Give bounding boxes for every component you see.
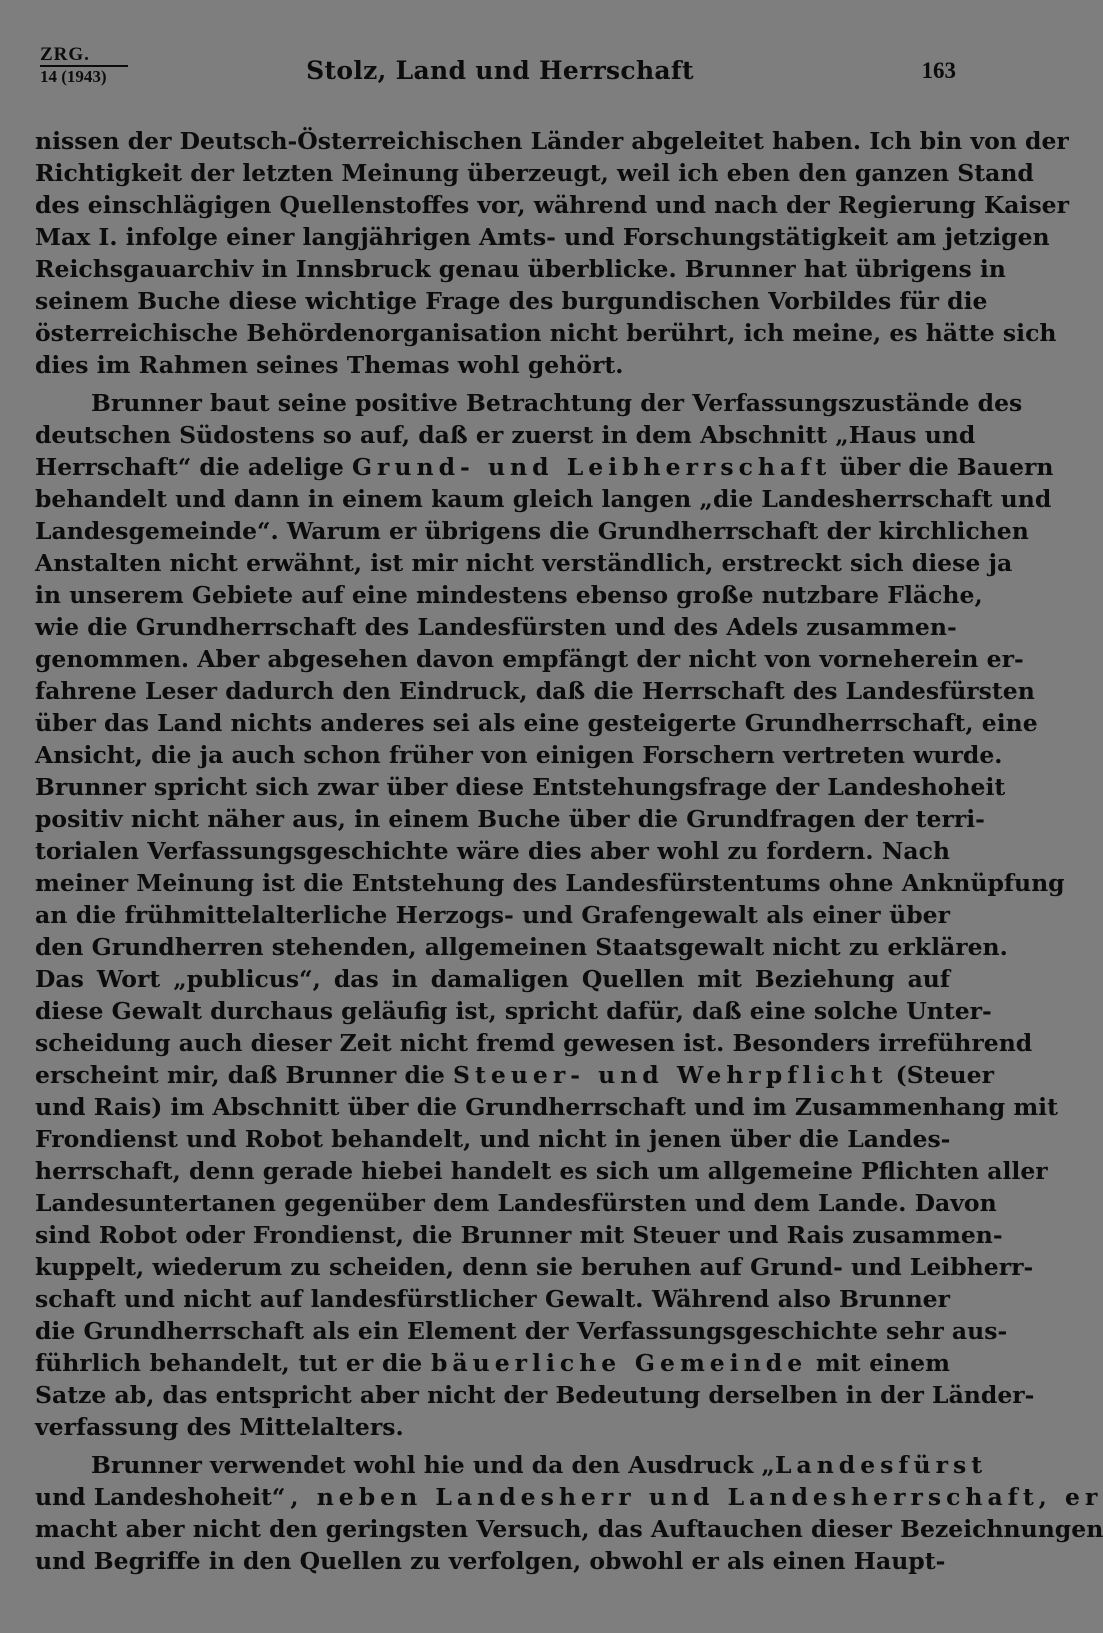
text-line <box>35 547 1013 579</box>
text-segment: Brunner verwendet wohl hie und da den Ausdruck „ <box>91 1451 775 1479</box>
text-line <box>35 157 1034 189</box>
text-segment: des einschlägigen Quellenstoffes vor, während und nach der Regierung Kaiser <box>35 191 1070 219</box>
text-line <box>35 1315 1008 1347</box>
text-line <box>35 1411 950 1443</box>
text-segment: verfassung des Mittelalters. <box>35 1413 404 1441</box>
text-line <box>35 1251 1034 1283</box>
text-segment: führlich behandelt, tut er die <box>35 1349 431 1377</box>
text-line <box>35 579 983 611</box>
text-segment: dies im Rahmen seines Themas wohl gehört. <box>35 351 624 379</box>
text-line <box>35 189 1070 221</box>
spaced-emphasis: Landesfürst <box>774 1451 988 1479</box>
text-line <box>35 1481 1103 1513</box>
paragraph <box>35 387 1065 1443</box>
text-line <box>35 253 1006 285</box>
text-line <box>35 317 1057 349</box>
text-segment: scheidung auch dieser Zeit nicht fremd gewesen ist. Besonders irreführend <box>35 1029 1033 1057</box>
page-number: 163 <box>921 58 956 83</box>
text-segment: fahrene Leser dadurch den Eindruck, daß die Herrschaft des Landesfürsten <box>35 677 1035 705</box>
text-segment: Das Wort „publicus“, das in damaligen Quellen mit Beziehung auf <box>35 965 950 993</box>
text-line <box>35 963 950 995</box>
paragraph <box>35 125 1070 381</box>
text-line <box>35 1379 1035 1411</box>
journal-volume: 14 (1943) <box>40 67 107 86</box>
text-line <box>35 1091 1058 1123</box>
text-segment: Landesgemeinde“. Warum er übrigens die Grundherrschaft der kirchlichen <box>35 517 1029 545</box>
text-segment: österreichische Behördenorganisation nicht berührt, ich meine, es hätte sich <box>35 319 1057 347</box>
text-line <box>35 867 1065 899</box>
text-segment: und Landeshoheit <box>35 1483 272 1511</box>
text-segment: mit einem <box>807 1349 950 1377</box>
page-header <box>0 0 1000 100</box>
text-segment: schaft und nicht auf landesfürstlicher Gewalt. Während also Brunner <box>35 1285 950 1313</box>
text-line <box>35 515 1029 547</box>
text-segment: positiv nicht näher aus, in einem Buche über die Grundfragen der terri- <box>35 805 985 833</box>
text-line <box>35 1545 950 1577</box>
text-segment: Reichsgauarchiv in Innsbruck genau überblicke. Brunner hat übrigens in <box>35 255 1006 283</box>
text-segment: Max I. infolge einer langjährigen Amts- und Forschungstätigkeit am jetzigen <box>35 223 1050 251</box>
text-line <box>35 771 1006 803</box>
text-segment: wie die Grundherrschaft des Landesfürsten und des Adels zusammen- <box>35 613 957 641</box>
text-line <box>35 1123 950 1155</box>
text-segment: Brunner baut seine positive Betrachtung der Verfassungszustände des <box>91 389 1023 417</box>
text-segment: Anstalten nicht erwähnt, ist mir nicht verständlich, erstreckt sich diese ja <box>35 549 1013 577</box>
spaced-emphasis: Steuer- und Wehrpflicht <box>453 1061 888 1089</box>
text-segment: und Rais) im Abschnitt über die Grundherrschaft und im Zusammenhang mit <box>35 1093 1058 1121</box>
text-segment: nissen der Deutsch-Österreichischen Länder abgeleitet haben. Ich bin von der <box>35 127 1069 155</box>
text-segment: seinem Buche diese wichtige Frage des burgundischen Vorbildes für die <box>35 287 988 315</box>
text-line <box>35 995 992 1027</box>
paragraph <box>35 1449 1103 1577</box>
text-segment: meiner Meinung ist die Entstehung des Landesfürstentums ohne Anknüpfung <box>35 869 1065 897</box>
text-line <box>35 419 976 451</box>
spaced-emphasis: bäuerliche Gemeinde <box>430 1349 808 1377</box>
text-segment: über das Land nichts anderes sei als eine gesteigerte Grundherrschaft, eine <box>35 709 1038 737</box>
text-line <box>35 899 950 931</box>
text-segment: Richtigkeit der letzten Meinung überzeugt, weil ich eben den ganzen Stand <box>35 159 1034 187</box>
text-segment: herrschaft, denn gerade hiebei handelt es sich um allgemeine Pflichten aller <box>35 1157 1048 1185</box>
text-line <box>35 1187 997 1219</box>
text-line <box>35 349 950 381</box>
text-segment: torialen Verfassungsgeschichte wäre dies aber wohl zu fordern. Nach <box>35 837 950 865</box>
text-line <box>35 1219 1003 1251</box>
text-segment: erscheint mir, daß Brunner die <box>35 1061 453 1089</box>
text-line <box>35 1027 1033 1059</box>
journal-abbreviation: ZRG. <box>40 45 128 67</box>
text-line <box>35 221 1050 253</box>
text-segment: Herrschaft“ die adelige <box>35 453 352 481</box>
body-text <box>35 125 1103 1577</box>
text-segment: an die frühmittelalterliche Herzogs- und Grafengewalt als einer über <box>35 901 950 929</box>
text-segment: Frondienst und Robot behandelt, und nicht in jenen über die Landes- <box>35 1125 951 1153</box>
text-line <box>35 1449 988 1481</box>
text-segment: die Grundherrschaft als ein Element der Verfassungsgeschichte sehr aus- <box>35 1317 1008 1345</box>
text-line <box>35 483 1052 515</box>
text-segment: genommen. Aber abgesehen davon empfängt der nicht von vorneherein er- <box>35 645 1024 673</box>
text-segment: den Grundherren stehenden, allgemeinen Staatsgewalt nicht zu erklären. <box>35 933 1008 961</box>
text-line <box>35 675 1035 707</box>
text-segment: deutschen Südostens so auf, daß er zuerst in dem Abschnitt „Haus und <box>35 421 976 449</box>
text-line <box>35 125 1069 157</box>
text-line <box>35 1347 950 1379</box>
text-segment: Brunner spricht sich zwar über diese Entstehungsfrage der Landeshoheit <box>35 773 1006 801</box>
spaced-emphasis: “, neben Landesherr und Landesherrschaft, er <box>271 1483 1103 1511</box>
running-title: Stolz, Land und Herrschaft <box>306 56 694 85</box>
text-line <box>35 931 1008 963</box>
text-line <box>35 1513 1103 1545</box>
text-segment: Landesuntertanen gegenüber dem Landesfürsten und dem Lande. Davon <box>35 1189 997 1217</box>
text-segment: Satze ab, das entspricht aber nicht der Bedeutung derselben in der Länder- <box>35 1381 1035 1409</box>
text-line <box>35 739 1003 771</box>
text-line <box>35 803 985 835</box>
text-line <box>35 1059 994 1091</box>
text-line <box>35 285 988 317</box>
text-line <box>35 707 1038 739</box>
text-segment: diese Gewalt durchaus geläufig ist, spricht dafür, daß eine solche Unter- <box>35 997 992 1025</box>
text-line <box>35 835 950 867</box>
spaced-emphasis: Grund- und Leibherrschaft <box>351 453 832 481</box>
text-segment: und Begriffe in den Quellen zu verfolgen, obwohl er als einen Haupt- <box>35 1547 946 1575</box>
text-line <box>35 451 1054 483</box>
text-segment: sind Robot oder Frondienst, die Brunner mit Steuer und Rais zusammen- <box>35 1221 1003 1249</box>
text-line <box>35 1155 1048 1187</box>
text-segment: (Steuer <box>887 1061 994 1089</box>
text-segment: über die Bauern <box>831 453 1054 481</box>
text-segment: behandelt und dann in einem kaum gleich langen „die Landesherrschaft und <box>35 485 1052 513</box>
text-line <box>35 387 1023 419</box>
text-line <box>35 1283 950 1315</box>
text-segment: kuppelt, wiederum zu scheiden, denn sie beruhen auf Grund- und Leibherr- <box>35 1253 1034 1281</box>
text-line <box>35 611 957 643</box>
text-segment: macht aber nicht den geringsten Versuch, das Auftauchen dieser Bezeichnungen <box>35 1515 1103 1543</box>
text-line <box>35 643 1024 675</box>
text-segment: Ansicht, die ja auch schon früher von einigen Forschern vertreten wurde. <box>35 741 1003 769</box>
text-segment: in unserem Gebiete auf eine mindestens ebenso große nutzbare Fläche, <box>35 581 983 609</box>
